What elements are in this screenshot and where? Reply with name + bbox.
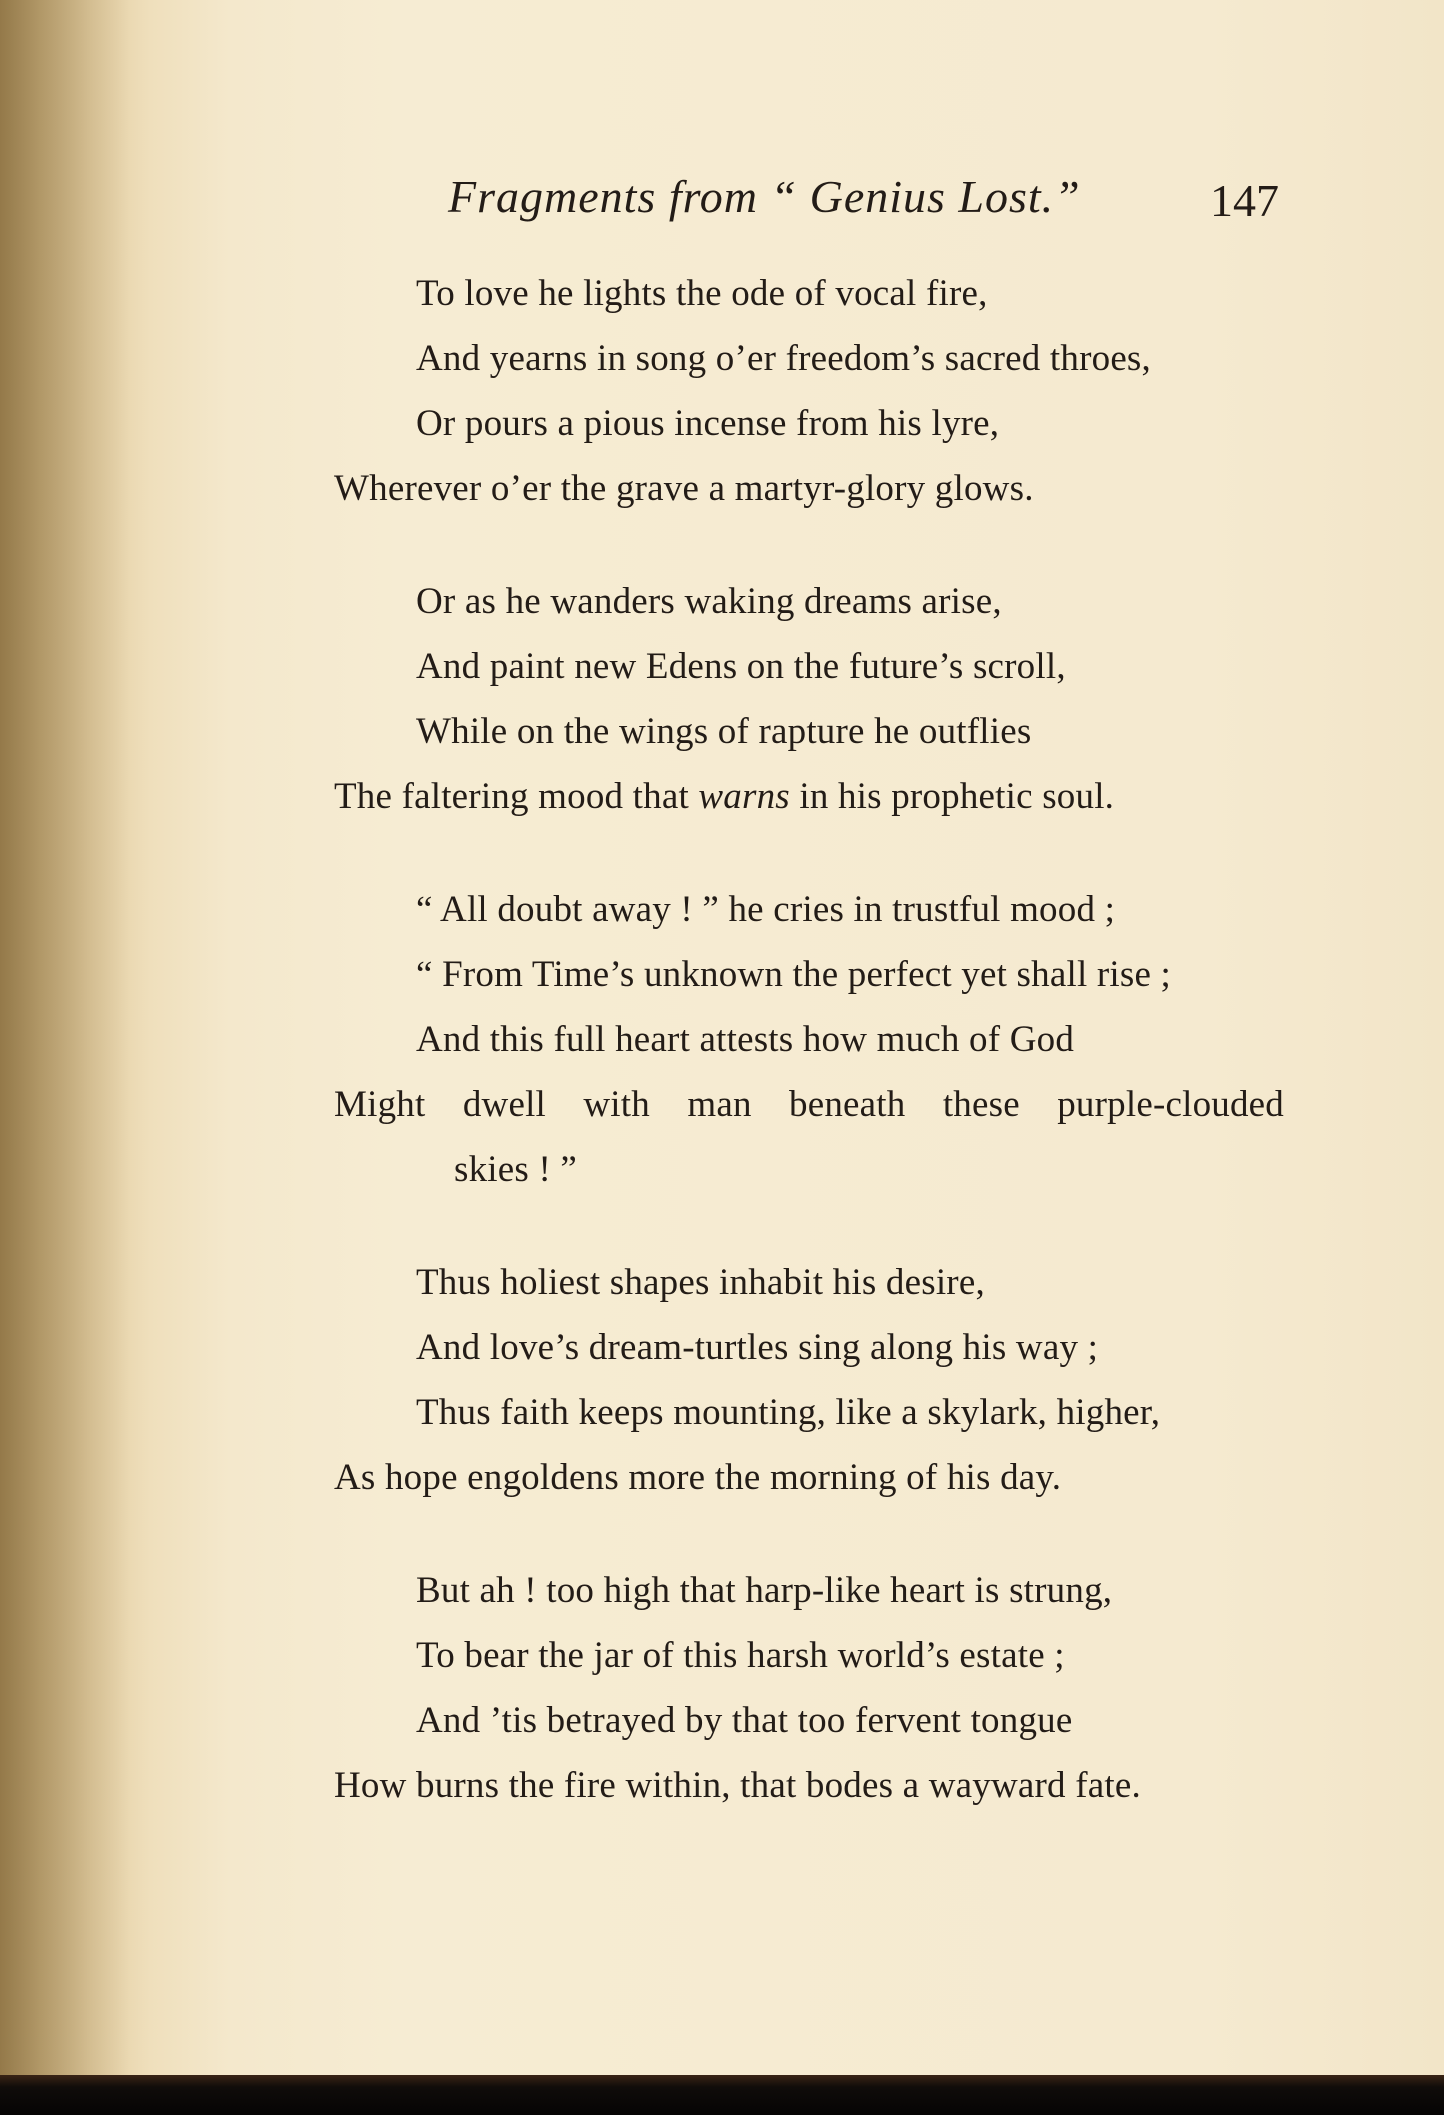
line-text-after: in his prophetic soul.	[789, 776, 1115, 817]
poem-line: How burns the fire within, that bodes a wayward fate.	[334, 1765, 1141, 1806]
poem-line: To love he lights the ode of vocal fire,	[416, 273, 988, 314]
poem-line: As hope engoldens more the morning of his day.	[334, 1457, 1062, 1498]
line-text-before: The faltering mood that	[334, 776, 699, 817]
poem-line: And love’s dream-turtles sing along his way ;	[416, 1327, 1099, 1368]
poem-line: While on the wings of rapture he outflies	[416, 711, 1032, 752]
italic-word: warns	[698, 776, 790, 817]
poem-line: “ From Time’s unknown the perfect yet shall rise ;	[416, 954, 1172, 995]
poem-line: Or as he wanders waking dreams arise,	[416, 581, 1002, 622]
word: with	[583, 1084, 650, 1125]
page-header	[0, 170, 1444, 230]
page-number: 147	[1210, 175, 1279, 226]
poem-line: Wherever o’er the grave a martyr-glory glows.	[334, 468, 1034, 509]
poem-line: And yearns in song o’er freedom’s sacred throes,	[416, 338, 1151, 379]
word: dwell	[462, 1084, 547, 1125]
poem-line-runover: skies ! ”	[454, 1149, 578, 1190]
poem-line: Thus faith keeps mounting, like a skylark, higher,	[416, 1392, 1161, 1433]
page-bottom-edge	[0, 2075, 1444, 2115]
spine-shadow	[0, 0, 130, 2075]
running-title: Fragments from “ Genius Lost.”	[448, 171, 1081, 222]
poem-line: To bear the jar of this harsh world’s estate ;	[416, 1635, 1065, 1676]
word: purple-clouded	[1057, 1084, 1284, 1125]
poem-line: And this full heart attests how much of God	[416, 1019, 1075, 1060]
poem-line-with-italic	[334, 775, 1114, 818]
poem-line: Thus holiest shapes inhabit his desire,	[416, 1262, 985, 1303]
word: beneath	[789, 1084, 906, 1125]
poem-line: “ All doubt away ! ” he cries in trustful mood ;	[416, 889, 1116, 930]
poem-line: And paint new Edens on the future’s scroll,	[416, 646, 1066, 687]
word: these	[942, 1084, 1020, 1125]
poem-line: But ah ! too high that harp-like heart is strung,	[416, 1570, 1113, 1611]
poem-line: And ’tis betrayed by that too fervent tongue	[416, 1700, 1073, 1741]
word: man	[687, 1084, 752, 1125]
word: Might	[334, 1084, 426, 1125]
poem-line-justified	[334, 1083, 1284, 1126]
poem-line: Or pours a pious incense from his lyre,	[416, 403, 1000, 444]
